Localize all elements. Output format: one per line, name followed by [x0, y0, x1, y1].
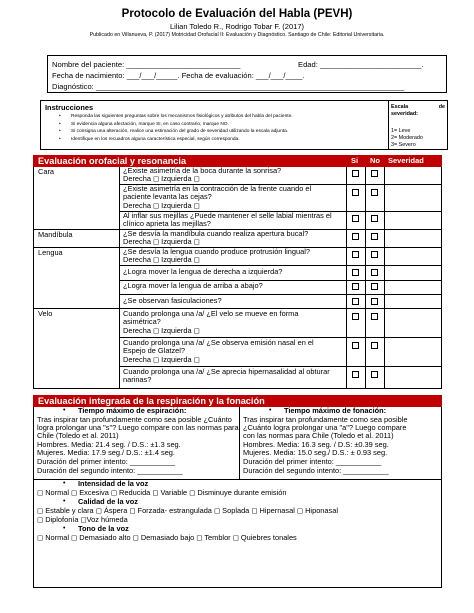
phonation-second-attempt[interactable]: Duración del segundo intento: ___________: [243, 466, 389, 475]
question-text: narinas?: [123, 375, 152, 384]
expiration-line: logra prolongar una "s"? Luego compare con las normas para: [37, 423, 239, 432]
side-options[interactable]: Derecha ◻ Izquierda ◻: [123, 326, 200, 335]
scale-title-word: severidad:: [391, 111, 418, 117]
si-checkbox[interactable]: [352, 283, 359, 290]
diagnosis-field[interactable]: Diagnóstico: _________________________________________________________________________: [52, 82, 405, 91]
side-options[interactable]: Derecha ◻ Izquierda ◻: [123, 237, 200, 246]
question-text: Espejo de Glatzel?: [123, 346, 186, 355]
bullet: •: [63, 407, 66, 414]
area-label: Cara: [38, 167, 55, 176]
column-divider: [239, 407, 240, 479]
scale-item: 2= Moderado: [391, 135, 423, 141]
expiration-first-attempt[interactable]: Duración del primer intento: ___________: [37, 457, 176, 466]
row-divider: [119, 294, 441, 295]
instructions-list: [59, 113, 384, 143]
expiration-second-attempt[interactable]: Duración del segundo intento: ___________: [37, 466, 183, 475]
question-text: paciente levanta las cejas?: [123, 192, 212, 201]
quality-title: Calidad de la voz: [78, 497, 138, 506]
col-severity-header: Severidad: [388, 156, 424, 165]
side-options[interactable]: Derecha ◻ Izquierda ◻: [123, 201, 200, 210]
side-options[interactable]: Derecha ◻ Izquierda ◻: [123, 355, 200, 364]
no-checkbox[interactable]: [371, 371, 378, 378]
intensity-title: Intensidad de la voz: [78, 479, 149, 488]
phonation-line: ¿Cuánto logra prolongar una "a"? Luego compare: [243, 423, 407, 432]
no-checkbox[interactable]: [371, 215, 378, 222]
respiration-box: [33, 407, 442, 588]
section-title: Evaluación integrada de la respiración y la fonación: [38, 396, 265, 406]
si-checkbox[interactable]: [352, 313, 359, 320]
row-divider: [119, 265, 441, 266]
section-title: Evaluación orofacial y resonancia: [38, 156, 187, 166]
scale-title-word: Escala: [391, 104, 409, 110]
si-checkbox[interactable]: [352, 342, 359, 349]
column-divider: [119, 167, 120, 388]
severity-scale-title: [391, 104, 445, 118]
instruction-item: • Responda las siguientes preguntas sobre los mecanismos fisiológicos y atributos del habla del paciente.: [59, 113, 384, 121]
no-checkbox[interactable]: [371, 283, 378, 290]
phonation-first-attempt[interactable]: Duración del primer intento: ___________: [243, 457, 382, 466]
question-text: Cuando prolonga una /a/ ¿El velo se mueve en forma: [123, 309, 299, 318]
scale-item: 1= Leve: [391, 128, 411, 134]
scale-item: 3= Severo: [391, 142, 416, 148]
orofacial-table: [33, 167, 442, 389]
no-checkbox[interactable]: [371, 342, 378, 349]
question-text: Cuando prolonga una /a/ ¿Se observa emisión nasal en el: [123, 338, 314, 347]
phonation-line: con las normas para Chile (Toledo et al. 2011): [243, 431, 394, 440]
side-options[interactable]: Derecha ◻ Izquierda ◻: [123, 174, 200, 183]
publication-note: Publicado en Villanueva, P. (2017) Motricidad Orofacial II: Evaluación y Diagnóstico. Santiago de Chile: Editorial Universitaria.: [89, 32, 385, 38]
question-text: ¿Se desvía la mandíbula cuando realiza apertura bucal?: [123, 229, 309, 238]
expiration-line: Chile (Toledo et al. 2011): [37, 431, 119, 440]
question-text: ¿Existe asimetría de la boca durante la sonrisa?: [123, 166, 282, 175]
area-label: Lengua: [38, 248, 63, 257]
quality-options[interactable]: ◻ Estable y clara ◻ Áspera ◻ Forzada- estrangulada ◻ Soplada ◻ Hipernasal ◻ Hiponasal: [37, 506, 338, 515]
si-checkbox[interactable]: [352, 189, 359, 196]
no-checkbox[interactable]: [371, 233, 378, 240]
no-checkbox[interactable]: [371, 189, 378, 196]
expiration-title: Tiempo máximo de espiración:: [78, 406, 187, 415]
quality-options[interactable]: ◻ Diplofonía ◻Voz húmeda: [37, 515, 128, 524]
bullet: •: [63, 498, 66, 505]
instructions-box: [40, 100, 448, 150]
expiration-line: Mujeres. Media: 17.9 seg./ D.S.: ±1.4 seg.: [37, 448, 175, 457]
column-divider: [384, 167, 385, 388]
patient-age-field[interactable]: Edad: ________________________.: [298, 60, 424, 69]
tone-options[interactable]: ◻ Normal ◻ Demasiado alto ◻ Demasiado bajo ◻ Temblor ◻ Quiebres tonales: [37, 533, 297, 542]
phonation-line: Tras inspirar tan profundamente como sea posible: [243, 415, 408, 424]
instruction-item: • Identifique en los recuadros alguna característica especial, según corresponda.: [59, 136, 384, 144]
column-divider: [346, 167, 347, 388]
instruction-item: • Si evidencia alguna afectación, marque SI, en caso contrario, marque NO.: [59, 121, 384, 129]
phonation-line: Mujeres. Media: 15.0 seg./ D.S.: ± 0.93 seg.: [243, 448, 388, 457]
phonation-title: Tiempo máximo de fonación:: [284, 406, 387, 415]
question-text: asimétrica?: [123, 317, 161, 326]
area-label: Mandíbula: [38, 230, 73, 239]
col-no-header: No: [370, 156, 380, 165]
phonation-line: Hombres. Media: 16.3 seg. / D.S: ±0.39 seg.: [243, 440, 389, 449]
no-checkbox[interactable]: [371, 170, 378, 177]
question-text: ¿Se desvía la lengua cuando produce protrusión lingual?: [123, 247, 310, 256]
col-si-header: Si: [351, 156, 359, 165]
bullet: •: [269, 407, 272, 414]
area-label: Velo: [38, 309, 53, 318]
no-checkbox[interactable]: [371, 313, 378, 320]
bullet: •: [63, 525, 66, 532]
si-checkbox[interactable]: [352, 251, 359, 258]
question-text: ¿Existe asimetría en la contracción de la frente cuando el: [123, 184, 312, 193]
dates-field[interactable]: Fecha de nacimiento: ___/___/_____. Fecha de evaluación: ___/___/____.: [52, 71, 305, 80]
side-options[interactable]: Derecha ◻ Izquierda ◻: [123, 255, 200, 264]
no-checkbox[interactable]: [371, 251, 378, 258]
question-text: ¿Logra mover la lengua de arriba a abajo?: [123, 281, 263, 290]
instructions-title: Instrucciones: [45, 103, 94, 112]
bullet: •: [63, 480, 66, 487]
question-text: Cuando prolonga una /a/ ¿Se aprecia hipernasalidad al obturar: [123, 367, 330, 376]
document-authors: Lilian Toledo R., Rodrigo Tobar F. (2017): [170, 22, 304, 31]
no-checkbox[interactable]: [371, 269, 378, 276]
si-checkbox[interactable]: [352, 215, 359, 222]
instruction-item: • Si consigna una alteración, realice una estimación del grado de severidad utilizando la escala adjunta.: [59, 128, 384, 136]
si-checkbox[interactable]: [352, 269, 359, 276]
column-divider: [365, 167, 366, 388]
expiration-line: Hombres. Media: 21.4 seg. / D.S.: ±1.3 seg.: [37, 440, 181, 449]
patient-name-field[interactable]: Nombre del paciente: ___________________________: [52, 60, 241, 69]
scale-title-word: de: [438, 104, 445, 110]
intensity-options[interactable]: ◻ Normal ◻ Excesiva ◻ Reducida ◻ Variable ◻ Disminuye durante emisión: [37, 488, 287, 497]
question-text: ¿Logra mover la lengua de derecha a izquierda?: [123, 267, 283, 276]
document-title: Protocolo de Evaluación del Habla (PEVH): [121, 8, 353, 20]
si-checkbox[interactable]: [352, 233, 359, 240]
instructions-divider: [388, 101, 389, 149]
si-checkbox[interactable]: [352, 371, 359, 378]
si-checkbox[interactable]: [352, 298, 359, 305]
expiration-line: Tras inspirar tan profundamente como sea posible ¿Cuánto: [37, 415, 232, 424]
no-checkbox[interactable]: [371, 298, 378, 305]
question-text: ¿Se observan fasiculaciones?: [123, 296, 222, 305]
si-checkbox[interactable]: [352, 170, 359, 177]
question-text: clínico aprieta las mejillas?: [123, 219, 211, 228]
tone-title: Tono de la voz: [78, 524, 129, 533]
question-text: Al inflar sus mejillas ¿Puede mantener el selle labial mientras el: [123, 211, 332, 220]
